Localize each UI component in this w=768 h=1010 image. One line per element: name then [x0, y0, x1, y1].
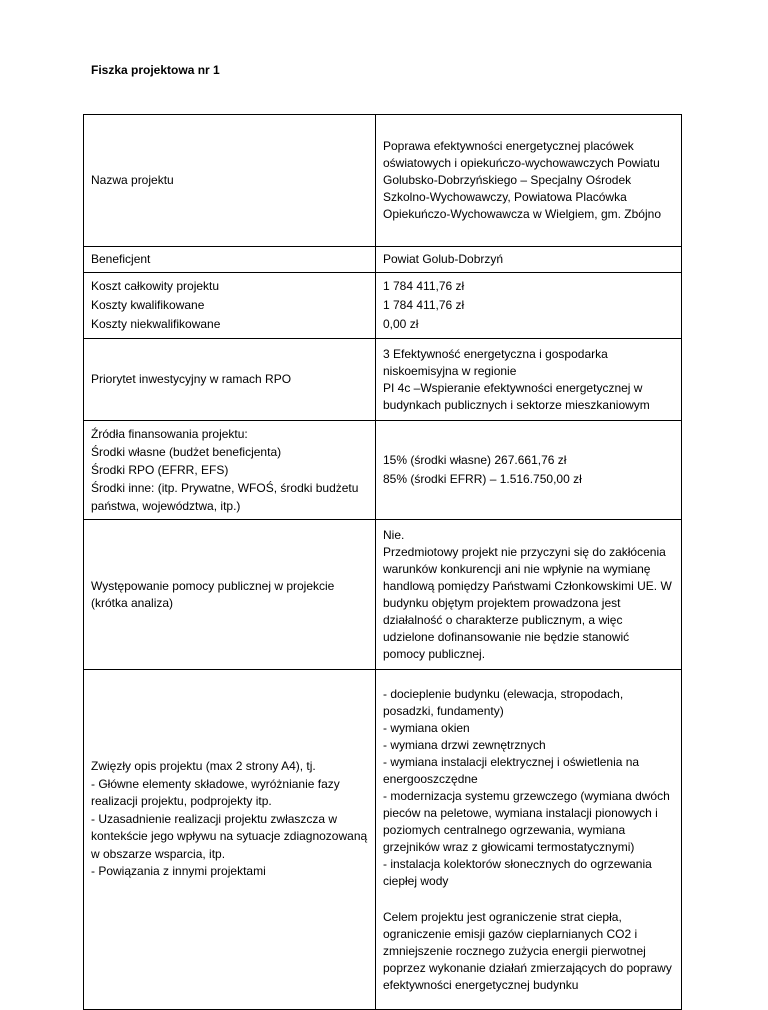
paragraph-gap — [383, 890, 674, 909]
table-row — [84, 339, 682, 421]
table-row — [84, 421, 682, 520]
row-value-cell — [376, 247, 682, 273]
row-value-text: Powiat Golub-Dobrzyń — [383, 252, 504, 266]
row-label-cell — [84, 247, 376, 273]
row-value-text: - wymiana okien — [383, 720, 470, 735]
row-label-cell — [84, 339, 376, 421]
row-label-text: Środki inne: (itp. Prywatne, WFOŚ, środki budżetu państwa, województwa, itp.) — [91, 481, 359, 513]
row-value-cell — [376, 273, 682, 339]
row-label-text: Środki RPO (EFRR, EFS) — [91, 463, 229, 477]
table-row — [84, 115, 682, 247]
row-label-text: - Powiązania z innymi projektami — [91, 864, 266, 878]
table-row — [84, 273, 682, 339]
row-value-text: PI 4c –Wspieranie efektywności energetycznej w budynkach publicznych i sektorze mieszkaniowym — [383, 380, 650, 412]
row-label-text: Środki własne (budżet beneficjenta) — [91, 445, 282, 459]
row-label-text: Koszty niekwalifikowane — [91, 317, 221, 331]
row-value-text: Przedmiotowy projekt nie przyczyni się do zakłócenia warunków konkurencji ani nie wpłynie na wymianę handlową pomiędzy Państwami Członkowskimi UE. W budynku objętym projektem prowadzona jest działalność o charakterze publicznym, a więc udzielone dofinansowanie nie będzie stanowić pomocy publicznej. — [383, 544, 672, 661]
row-label-text: Koszt całkowity projektu — [91, 279, 220, 293]
row-label-text: Źródła finansowania projektu: — [91, 427, 248, 441]
row-label-text: Koszty kwalifikowane — [91, 298, 205, 312]
row-label-text: Zwięzły opis projektu (max 2 strony A4), tj. — [91, 759, 316, 773]
row-label-text: Nazwa projektu — [91, 173, 174, 187]
row-label-cell — [84, 421, 376, 520]
row-label-text: Priorytet inwestycyjny w ramach RPO — [91, 372, 292, 386]
row-label-text: - Uzasadnienie realizacji projektu zwłaszcza w kontekście jego wpływu na sytuacje zdiagnozowaną w obszarze wsparcia, itp. — [91, 811, 368, 861]
row-value-text: Nie. — [383, 527, 405, 542]
row-value-text: Poprawa efektywności energetycznej placówek oświatowych i opiekuńczo-wychowawczych Powiatu Golubsko-Dobrzyńskiego – Specjalny Ośrodek Szkolno-Wychowawczy, Powiatowa Placówka Opiekuńczo-Wychowawcza w Wielgiem, gm. Zbójno — [383, 139, 661, 221]
row-value-text: 1 784 411,76 zł — [383, 279, 465, 293]
project-sheet-table — [83, 114, 682, 1010]
row-value-text: 3 Efektywność energetyczna i gospodarka niskoemisyjna w regionie — [383, 346, 608, 378]
row-label-text: Beneficjent — [91, 252, 151, 266]
row-value-text: 1 784 411,76 zł — [383, 298, 465, 312]
page-title: Fiszka projektowa nr 1 — [91, 63, 220, 77]
row-value-cell — [376, 670, 682, 1010]
row-label-cell — [84, 115, 376, 247]
table-row — [84, 247, 682, 273]
row-value-text: 15% (środki własne) 267.661,76 zł — [383, 453, 567, 467]
row-value-text: - docieplenie budynku (elewacja, stropodach, posadzki, fundamenty) — [383, 686, 624, 718]
row-label-cell — [84, 520, 376, 670]
row-value-cell — [376, 339, 682, 421]
row-value-text: - modernizacja systemu grzewczego (wymiana dwóch pieców na peletowe, wymiana instalacji pionowych i poziomych centralnego ogrzewania, wymiana grzejników wraz z głowicami termostatycznymi) — [383, 788, 670, 854]
row-label-cell — [84, 670, 376, 1010]
row-value-text: - instalacja kolektorów słonecznych do ogrzewania ciepłej wody — [383, 856, 652, 888]
row-label-cell — [84, 273, 376, 339]
row-value-text: - wymiana drzwi zewnętrznych — [383, 737, 546, 752]
row-value-cell — [376, 115, 682, 247]
row-value-text: 0,00 zł — [383, 317, 419, 331]
row-label-text: Występowanie pomocy publicznej w projekcie (krótka analiza) — [91, 578, 335, 610]
row-value-cell — [376, 421, 682, 520]
table-row — [84, 520, 682, 670]
row-value-cell — [376, 520, 682, 670]
table-row — [84, 670, 682, 1010]
row-value-text: Celem projektu jest ograniczenie strat ciepła, ograniczenie emisji gazów cieplarnianych CO2 i zmniejszenie rocznego zużycia energii pierwotnej poprzez wykonanie działań zmierzających do poprawy efektywności energetycznej budynku — [383, 909, 672, 992]
row-value-text: 85% (środki EFRR) – 1.516.750,00 zł — [383, 472, 582, 486]
row-value-text: - wymiana instalacji elektrycznej i oświetlenia na energooszczędne — [383, 754, 640, 786]
row-label-text: - Główne elementy składowe, wyróżnianie fazy realizacji projektu, podprojekty itp. — [91, 776, 340, 808]
